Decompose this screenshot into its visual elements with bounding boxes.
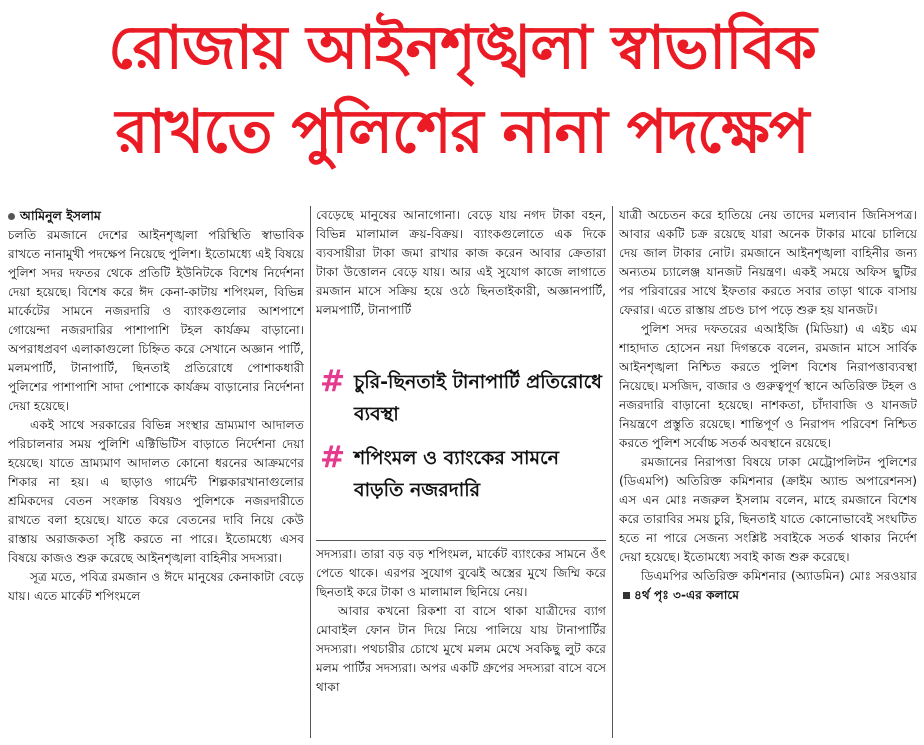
byline xyxy=(8,206,304,225)
pull-quote-box xyxy=(320,366,610,536)
bullet-icon xyxy=(8,213,15,220)
article-column-2-top xyxy=(316,206,606,356)
paragraph: পুলিশ সদর দফতরের এআইজি (মিডিয়া) এ এইচ এম শাহাদাত হোসেন নয়া দিগন্তকে বলেন, রমজান মাসে সার্বিক আইনশৃঙ্খলা নিশ্চিত করতে পুলিশ বিশেষ নিরাপত্তাব্যবস্থা নিয়েছে। মসজিদ, বাজার ও গুরুত্বপূর্ণ স্থানে অতিরিক্ত টহল ও নজরদারি বাড়ানো হয়েছে। নাশকতা, চাঁদাবাজি ও যানজট নিয়ন্ত্রণে প্রস্তুতি রয়েছে। শান্তিপূর্ণ ও নিরাপদ পরিবেশ নিশ্চিত করতে পুলিশ সর্বোচ্চ সতর্ক অবস্থানে রয়েছে। xyxy=(619,322,917,450)
paragraph: আবার কখনো রিকশা বা বাসে থাকা যাত্রীদের ব্যাগ মোবাইল ফোন টান দিয়ে নিয়ে পালিয়ে যায় টানাপার্টির সদস্যরা। পথচারীর চোখে মুখে মলম মেখে সবকিছু লুট করে মলম পার্টির সদস্যরা। অপর একটি গ্রুপের সদস্যরা বাসে বসে থাকা xyxy=(316,604,606,694)
headline-line-2: রাখতে পুলিশের নানা পদক্ষেপ xyxy=(115,97,809,167)
column-divider xyxy=(310,206,311,738)
paragraph: সদস্যরা। তারা বড় বড় শপিংমল, মার্কেট ব্যাংকের সামনে ওঁৎ পেতে থাকে। এরপর সুযোগ বুঝেই অস্ত্রের মুখে জিম্মি করে ছিনতাই করে টাকা ও মালামাল ছিনিয়ে নেয়। xyxy=(316,547,606,599)
continuation-note xyxy=(619,588,739,602)
column-divider xyxy=(612,206,613,738)
hash-icon: # xyxy=(320,364,346,399)
paragraph: চলতি রমজানে দেশের আইনশৃঙ্খলা পরিস্থিতি স্বাভাবিক রাখতে নানামুখী পদক্ষেপ নিয়েছে পুলিশ। ইতোমধ্যে এই বিষয়ে পুলিশ সদর দফতর থেকে প্রতিটি ইউনিটকে বিশেষ নির্দেশনা দেয়া হয়েছে। বিশেষ করে ঈদ কেনা-কাটায় শপিংমল, বিভিন্ন মার্কেটের সামনে নজরদারি ও ব্যাংকগুলোর আশপাশে গোয়েন্দা নজরদারির পাশাপাশি টহল কার্যক্রম বাড়ানো। অপরাধপ্রবণ এলাকাগুলো চিহ্নিত করে সেখানে অজ্ঞান পার্টি, মলমপার্টি, টানাপার্টি, ছিনতাই প্রতিরোধে পোশাকধারী পুলিশের পাশাপাশি সাদা পোশাকে কার্যক্রম বাড়ানোর নির্দেশনা দেয়া হয়েছে। xyxy=(8,228,304,413)
square-bullet-icon xyxy=(623,592,630,599)
article-column-1 xyxy=(8,206,304,738)
article-column-3 xyxy=(619,206,917,726)
article-column-2-bottom xyxy=(316,545,606,735)
paragraph xyxy=(619,567,917,605)
paragraph: সূত্র মতে, পবিত্র রমজান ও ঈদে মানুষের কেনাকাটা বেড়ে যায়। এতে মার্কেট শপিংমলে xyxy=(8,570,304,603)
paragraph: যাত্রী অচেতন করে হাতিয়ে নেয় তাদের মল্যবান জিনিসপত্র। আবার একটি চক্র রয়েছে যারা অনেক টাকার মাঝে চালিয়ে দেয় জাল টাকার নোট। রমজানে আইনশৃঙ্খলা বাহিনীর জন্য অন্যতম চ্যালেঞ্জ যানজট নিয়ন্ত্রণ। একই সময়ে অফিস ছুটির পর পরিবারের সাথে ইফতার করতে সবার তাড়া থাকে বাসায় ফেরার। এতে রাস্তায় প্রচণ্ড চাপ পড়ে শুরু হয় যানজট। xyxy=(619,208,917,317)
continuation-text: ৪র্থ পৃঃ ৩-এর কলামে xyxy=(634,588,740,602)
headline xyxy=(0,6,924,174)
paragraph: বেড়েছে মানুষের আনাগোনা। বেড়ে যায় নগদ টাকা বহন, বিভিন্ন মালামাল ক্রয়-বিক্রয়। ব্যাংকগুলোতে এক দিকে ব্যবসায়ীরা টাকা জমা রাখার কাজ করেন আবার ক্রেতারা টাকা উত্তোলন বেড়ে যায়। আর এই সুযোগ কাজে লাগাতে রমজান মাসে সক্রিয় হয়ে ওঠে ছিনতাইকারী, অজ্ঞানপার্টি, মলমপার্টি, টানাপার্টি xyxy=(316,208,606,317)
headline-line-1: রোজায় আইনশৃঙ্খলা স্বাভাবিক xyxy=(108,13,816,83)
paragraph: রমজানের নিরাপত্তা বিষয়ে ঢাকা মেট্রোপলিটন পুলিশের (ডিএমপি) অতিরিক্ত কমিশনার (ক্রাইম অ্যান্ড অপারেশনস) এস এন মোঃ নজরুল ইসলাম বলেন, মাহে রমজানে বিশেষ করে তারাবির সময় চুরি, ছিনতাই যাতে কোনোভাবেই সংঘটিত হতে না পারে সেজন্য সংশ্লিষ্ট সবাইকে সতর্ক থাকার নির্দেশ দেয়া হয়েছে। ইতোমধ্যে সবাই কাজ শুরু করেছে। xyxy=(619,455,917,564)
paragraph-text: ডিএমপির অতিরিক্ত কমিশনার (অ্যাডমিন) মোঃ সরওয়ার xyxy=(641,569,917,583)
pull-quote xyxy=(320,366,610,430)
paragraph: একই সাথে সরকারের বিভিন্ন সংস্থার ভ্রাম্যমাণ আদালত পরিচালনার সময় পুলিশি এক্টিভিটিস বাড়াতে নির্দেশনা দেয়া হয়েছে। যাতে ভ্রাম্যমাণ আদালত কোনো ধরনের আক্রমণের শিকার না হয়। এ ছাড়াও গার্মেন্ট শিল্পকারখানাগুলোর শ্রমিকদের বেতন সংক্রান্ত বিষয়ও পুলিশকে নজরদারীতে রাখতে বলা হয়েছে। যাতে করে বেতনের দাবি নিয়ে কেউ রাস্তায় অরাজকতা সৃষ্টি করতে না পারে। ইতোমধ্যে এসব বিষয়ে কাজও শুরু করেছে আইনশৃঙ্খলা বাহিনীর সদস্যরা। xyxy=(8,418,304,565)
pull-quote-rule xyxy=(316,540,606,541)
hash-icon: # xyxy=(320,440,346,475)
pull-quote-text: শপিংমল ও ব্যাংকের সামনে বাড়তি নজরদারি xyxy=(354,447,560,501)
pull-quote-text: চুরি-ছিনতাই টানাপার্টি প্রতিরোধে ব্যবস্থা xyxy=(354,371,602,425)
pull-quote xyxy=(320,442,610,506)
byline-author: আমিনুল ইসলাম xyxy=(20,208,101,223)
